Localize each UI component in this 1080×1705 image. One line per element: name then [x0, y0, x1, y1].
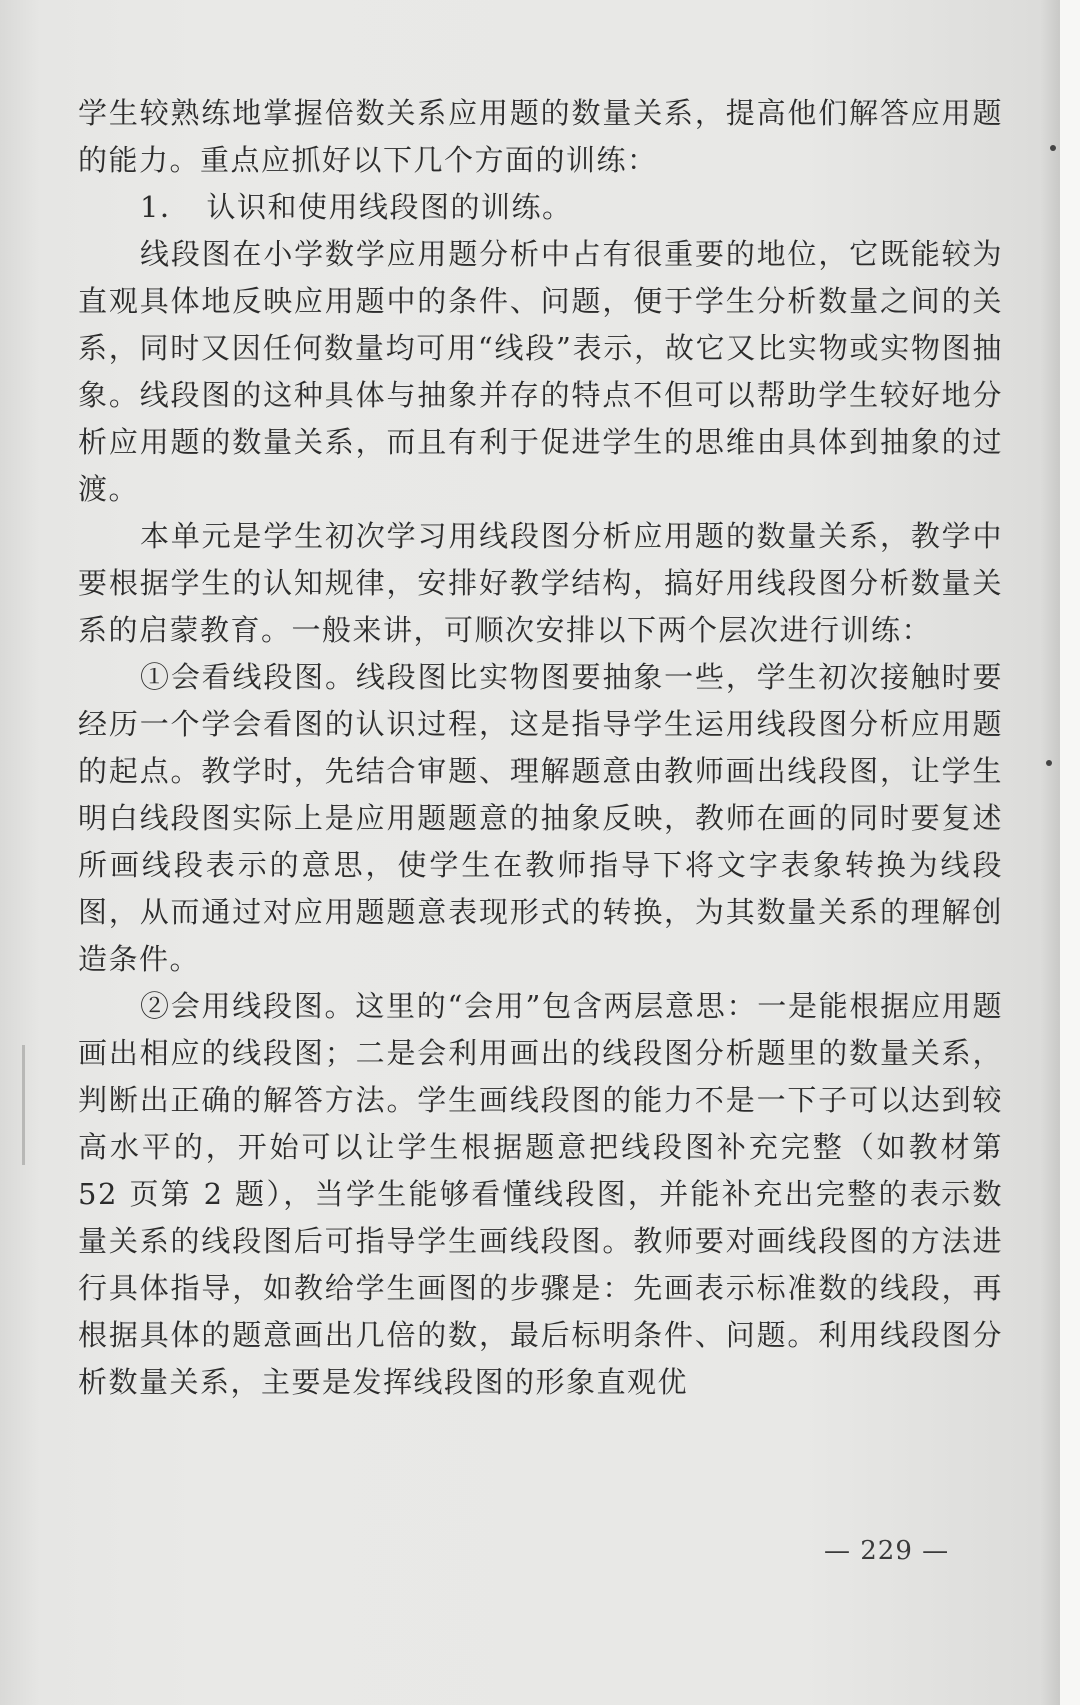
body-text [78, 90, 1003, 1406]
paragraph-continuation: 学生较熟练地掌握倍数关系应用题的数量关系，提高他们解答应用题的能力。重点应抓好以下几个方面的训练： [78, 96, 1003, 177]
section-heading: 1． 认识和使用线段图的训练。 [140, 190, 573, 224]
paragraph: ②会用线段图。这里的“会用”包含两层意思：一是能根据应用题画出相应的线段图；二是会利用画出的线段图分析题里的数量关系，判断出正确的解答方法。学生画线段图的能力不是一下子可以达到较高水平的，开始可以让学生根据题意把线段图补充完整（如教材第 52 页第 2 题），当学生能够看懂线段图，并能补充出完整的表示数量关系的线段图后可指导学生画线段图。教师要对画线段图的方法进行具体指导，如教给学生画图的步骤是：先画表示标准数的线段，再根据具体的题意画出几倍的数，最后标明条件、问题。利用线段图分析数量关系，主要是发挥线段图的形象直观优 [78, 989, 1003, 1399]
edge-tick [1046, 760, 1052, 766]
paragraph: ①会看线段图。线段图比实物图要抽象一些，学生初次接触时要经历一个学会看图的认识过程，这是指导学生运用线段图分析应用题的起点。教学时，先结合审题、理解题意由教师画出线段图，让学生明白线段图实际上是应用题题意的抽象反映，教师在画的同时要复述所画线段表示的意思，使学生在教师指导下将文字表象转换为线段图，从而通过对应用题题意表现形式的转换，为其数量关系的理解创造条件。 [78, 660, 1003, 976]
paragraph: 线段图在小学数学应用题分析中占有很重要的地位，它既能较为直观具体地反映应用题中的条件、问题，便于学生分析数量之间的关系，同时又因任何数量均可用“线段”表示，故它又比实物或实物图抽象。线段图的这种具体与抽象并存的特点不但可以帮助学生较好地分析应用题的数量关系，而且有利于促进学生的思维由具体到抽象的过渡。 [78, 237, 1003, 506]
page-margin [1060, 0, 1080, 1705]
margin-mark [22, 1045, 25, 1165]
edge-tick [1050, 145, 1056, 151]
page-number: — 229 — [824, 1536, 950, 1566]
paragraph: 本单元是学生初次学习用线段图分析应用题的数量关系，教学中要根据学生的认知规律，安排好教学结构，搞好用线段图分析数量关系的启蒙教育。一般来讲，可顺次安排以下两个层次进行训练： [78, 519, 1003, 647]
